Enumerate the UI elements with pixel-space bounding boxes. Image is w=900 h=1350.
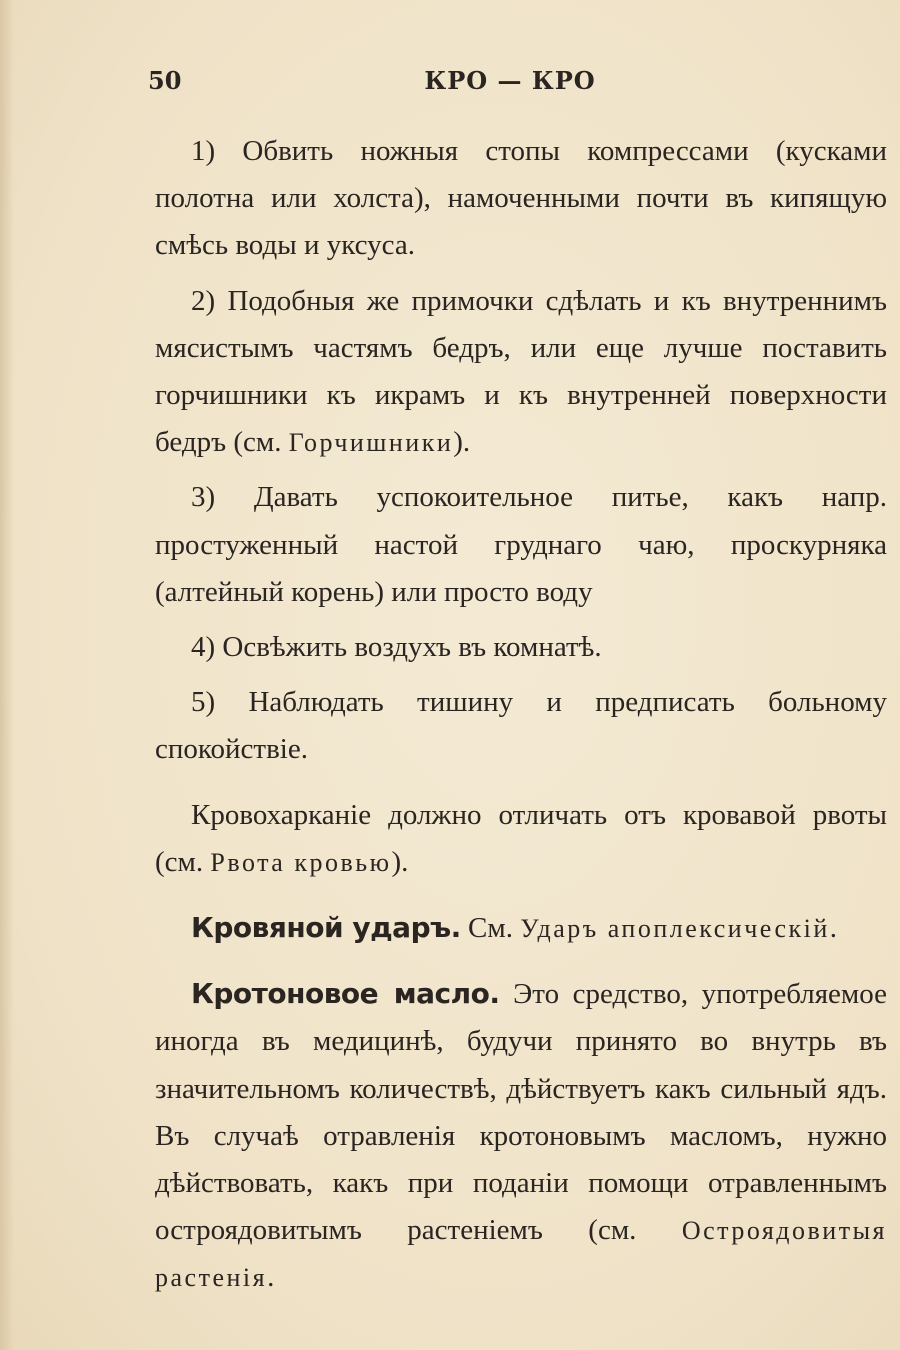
page-gutter-shadow <box>0 0 14 1350</box>
note-text-end: ). <box>391 845 409 878</box>
cross-reference: Ударъ апоплексическій <box>520 914 830 944</box>
numbered-item <box>155 624 887 671</box>
note-paragraph <box>155 792 887 886</box>
running-head: КРО — КРО <box>424 66 596 95</box>
cross-reference: Горчишники <box>288 428 454 458</box>
entry-text-end: . <box>829 912 838 945</box>
entry-text: См. <box>460 912 521 945</box>
item-text: 3) Давать успокоительное питье, какъ напр. простуженный настой груднаго чаю, проскурняка (алтейный корень) или просто воду <box>155 481 887 608</box>
item-text: 5) Наблюдать тишину и предписать больному спокойствіе. <box>155 686 887 766</box>
item-text: 1) Обвить ножныя стопы компрессами (кусками полотна или холста), намоченными почти въ кипящую смѣсь воды и уксуса. <box>155 135 887 262</box>
item-text-end: ). <box>453 426 471 459</box>
note-text: Кровохарканіе должно отличать отъ кровавой рвоты (см. <box>155 798 887 878</box>
dictionary-entry <box>155 904 887 952</box>
dictionary-entry <box>155 970 887 1301</box>
entry-headword: Кровяной ударъ. <box>191 911 461 945</box>
cross-reference: Остроядовитыя растенія <box>155 1216 887 1293</box>
page-number: 50 <box>148 66 182 95</box>
item-text: 4) Освѣжить воздухъ въ комнатѣ. <box>191 631 602 664</box>
page-body <box>155 128 887 1310</box>
entry-text-end: . <box>267 1261 275 1294</box>
numbered-item <box>155 474 887 616</box>
entry-text: Это средство, употребляемое иногда въ медицинѣ, будучи принято во внутрь въ значительномъ количествѣ, дѣйствуетъ какъ сильный ядъ. Въ случаѣ отравленія кротоновымъ масломъ, нужно дѣйствовать, какъ при поданіи помощи отравленнымъ остроядовитымъ растеніемъ (см. <box>155 978 888 1247</box>
cross-reference: Рвота кровью <box>210 847 392 877</box>
numbered-item <box>155 128 887 270</box>
entry-headword: Кротоновое масло. <box>191 977 500 1011</box>
page-header <box>148 66 872 106</box>
numbered-item <box>155 679 887 773</box>
item-text: 2) Подобныя же примочки сдѣлать и къ внутреннимъ мясистымъ частямъ бедръ, или еще лучше поставить горчишники къ икрамъ и къ внутренней поверхности бедръ (см. <box>155 284 887 459</box>
numbered-item <box>155 278 887 467</box>
